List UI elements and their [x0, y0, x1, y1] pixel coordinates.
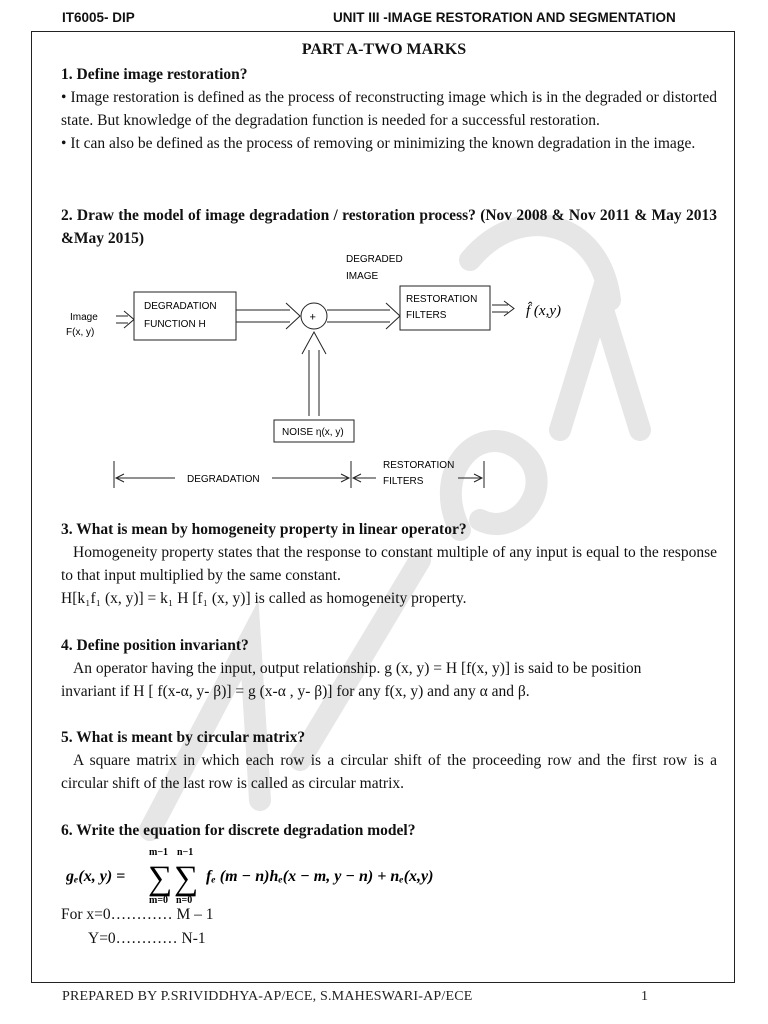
question-1-title: 1. Define image restoration?: [61, 66, 248, 83]
span-restoration-label-2: FILTERS: [383, 476, 424, 487]
noise-arrow: [302, 332, 326, 416]
range-y: Y=0………… N-1: [88, 930, 206, 947]
question-4: [61, 634, 717, 703]
question-2-title: 2. Draw the model of image degradation / restoration process? (Nov 2008 & Nov 2011 & May 2013 &May 2015): [61, 207, 717, 247]
page-number: 1: [641, 989, 649, 1004]
restoration-box-label-1: RESTORATION: [406, 294, 478, 305]
degradation-restoration-diagram: [60, 250, 720, 500]
equation-lhs: gₑ(x, y) =: [66, 868, 126, 885]
input-image-label: Image: [70, 312, 98, 323]
question-5-body: A square matrix in which each row is a circular shift of the proceeding row and the first row is a circular shift of the last row is called as circular matrix.: [61, 752, 717, 792]
question-3: [61, 518, 717, 610]
input-function-label: F(x, y): [66, 327, 95, 338]
restoration-box-label-2: FILTERS: [406, 310, 447, 321]
input-arrow: [116, 311, 134, 328]
sum-to-restoration-arrow: [327, 303, 400, 329]
question-1-bullet-2-text: It can also be defined as the process of removing or minimizing the known degradation in the image.: [70, 135, 696, 152]
header-course-code: IT6005- DIP: [62, 10, 135, 25]
sum-2-symbol: ∑: [174, 860, 199, 897]
question-5-title: 5. What is meant by circular matrix?: [61, 729, 306, 746]
bullet-icon: •: [61, 89, 67, 106]
span-degradation-label: DEGRADATION: [187, 474, 260, 485]
degradation-box-label-1: DEGRADATION: [144, 301, 217, 312]
span-degradation-left-line: [116, 474, 175, 482]
sum-1-symbol: ∑: [148, 860, 173, 897]
equation-rhs: fₑ (m − n)hₑ(x − m, y − n) + nₑ(x,y): [206, 868, 434, 885]
degradation-to-sum-arrow: [236, 303, 300, 329]
bullet-icon: •: [61, 135, 67, 152]
span-restoration-label-1: RESTORATION: [383, 460, 455, 471]
discrete-degradation-equation: [66, 843, 506, 905]
question-1-bullet-1: [61, 86, 717, 132]
degradation-box-label-2: FUNCTION H: [144, 319, 206, 330]
degraded-image-label: DEGRADED: [346, 254, 403, 265]
span-restoration-left-arrow: [353, 474, 376, 482]
part-title: PART A-TWO MARKS: [301, 41, 467, 58]
degraded-image-label-2: IMAGE: [346, 271, 379, 282]
sum-1-lower: m=0: [149, 895, 169, 905]
footer-prepared-by: PREPARED BY P.SRIVIDDHYA-AP/ECE, S.MAHESWARI-AP/ECE: [62, 989, 473, 1004]
restoration-box: [400, 286, 490, 330]
question-3-title: 3. What is mean by homogeneity property in linear operator?: [61, 521, 467, 538]
output-arrow: [492, 301, 514, 316]
sum-1-upper: m−1: [149, 847, 169, 858]
sum-2-upper: n−1: [177, 847, 194, 858]
question-3-formula: H[k₁f₁ (x, y)] = k₁ H [f₁ (x, y)] is called as homogeneity property.: [61, 590, 467, 607]
header-unit-title: UNIT III -IMAGE RESTORATION AND SEGMENTATION: [333, 10, 676, 25]
question-3-body: Homogeneity property states that the response to constant multiple of any input is equal to the response to that input multiplied by the same constant.: [61, 544, 717, 584]
question-5: [61, 726, 717, 795]
question-4-body-line-2: invariant if H [ f(x-α, y- β)] = g (x-α , y- β)] for any f(x, y) and any α and β.: [61, 683, 530, 700]
noise-label: NOISE η(x, y): [282, 427, 344, 438]
sum-2-lower: n=0: [176, 895, 193, 905]
output-estimate-label: f̂ (x,y): [526, 303, 561, 319]
question-1-bullet-2: [61, 132, 717, 155]
question-4-body-line-1: An operator having the input, output relationship. g (x, y) = H [f(x, y)] is said to be position: [73, 660, 642, 677]
question-1-bullet-1-text: Image restoration is defined as the process of reconstructing image which is in the degraded or distorted state. But knowledge of the degradation function is needed for a successful restoration.: [61, 89, 718, 129]
question-4-title: 4. Define position invariant?: [61, 637, 249, 654]
range-x: For x=0………… M – 1: [61, 906, 214, 923]
degradation-box: [134, 292, 236, 340]
span-degradation-right-line: [272, 474, 349, 482]
span-restoration-right-arrow: [458, 474, 482, 482]
question-1: [61, 63, 717, 155]
plus-sign: +: [309, 311, 316, 324]
question-6-title: 6. Write the equation for discrete degradation model?: [61, 822, 416, 839]
